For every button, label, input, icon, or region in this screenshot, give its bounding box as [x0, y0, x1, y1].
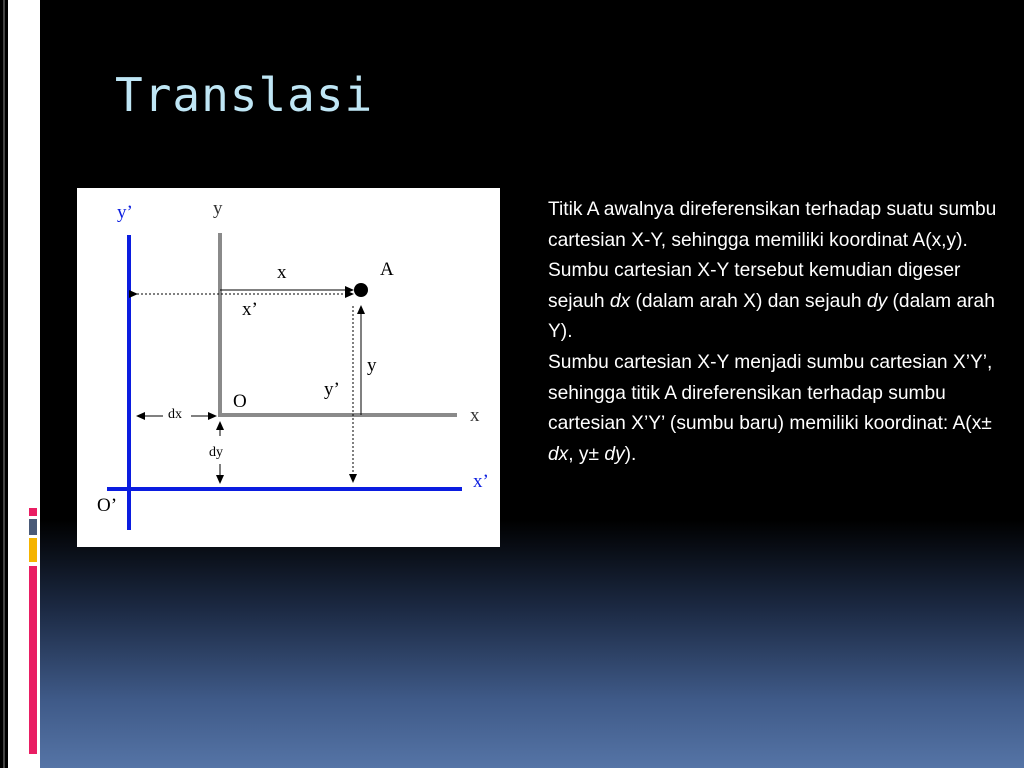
label-x-prime-segment: x’: [242, 299, 258, 320]
label-x-segment: x: [277, 262, 287, 283]
accent-bars: [29, 0, 37, 768]
accent-bar-slate: [29, 519, 37, 535]
text-run-italic: dy: [599, 443, 625, 465]
label-y-prime-segment: y’: [324, 379, 340, 400]
accent-bar-gold: [29, 538, 37, 562]
text-run: ).: [624, 443, 637, 465]
accent-bar-pink-top: [29, 508, 37, 516]
text-run-italic: dx: [548, 443, 569, 465]
label-dy: dy: [209, 445, 223, 460]
side-decoration: [0, 0, 8, 768]
text-run-italic: dy: [866, 290, 888, 312]
label-origin: O: [233, 391, 247, 412]
text-run: Sumbu cartesian X-Y tersebut kemudian digeser sejauh: [548, 260, 961, 312]
slide-title: Translasi: [115, 68, 374, 122]
plus-minus-symbol: ±: [981, 413, 992, 435]
text-run: (dalam arah X) dan sejauh: [630, 290, 867, 312]
label-x-axis: x: [470, 405, 480, 426]
label-origin-prime: O’: [97, 495, 118, 516]
label-y-axis: y: [213, 198, 223, 219]
paragraph-new-coordinates: [548, 348, 998, 470]
label-y-segment: y: [367, 355, 377, 376]
accent-bar-pink-long: [29, 566, 37, 754]
label-x-prime-axis: x’: [473, 471, 489, 492]
point-a: [354, 283, 368, 297]
diagram-svg: [77, 188, 500, 547]
slide-body: [548, 195, 998, 470]
text-run: Titik A awalnya direferensikan terhadap suatu sumbu cartesian X-Y, sehingga memiliki koordinat A(x,y).: [548, 199, 997, 251]
paragraph-initial-coordinates: [548, 195, 998, 256]
label-dx: dx: [168, 407, 182, 422]
label-y-prime-axis: y’: [117, 202, 133, 223]
paragraph-axis-shift: [548, 256, 998, 348]
plus-minus-symbol: ±: [588, 443, 600, 465]
text-run: (dalam arah Y).: [548, 290, 995, 343]
text-run: , y: [568, 443, 589, 465]
text-run-italic: dx: [609, 290, 631, 312]
translation-diagram: [77, 188, 500, 547]
text-run: Sumbu cartesian X-Y menjadi sumbu cartesian X’Y’, sehingga titik A direferensikan terhadap sumbu cartesian X’Y’ (sumbu baru) memiliki koordinat: A(x: [548, 351, 993, 435]
label-point-a: A: [380, 259, 394, 280]
